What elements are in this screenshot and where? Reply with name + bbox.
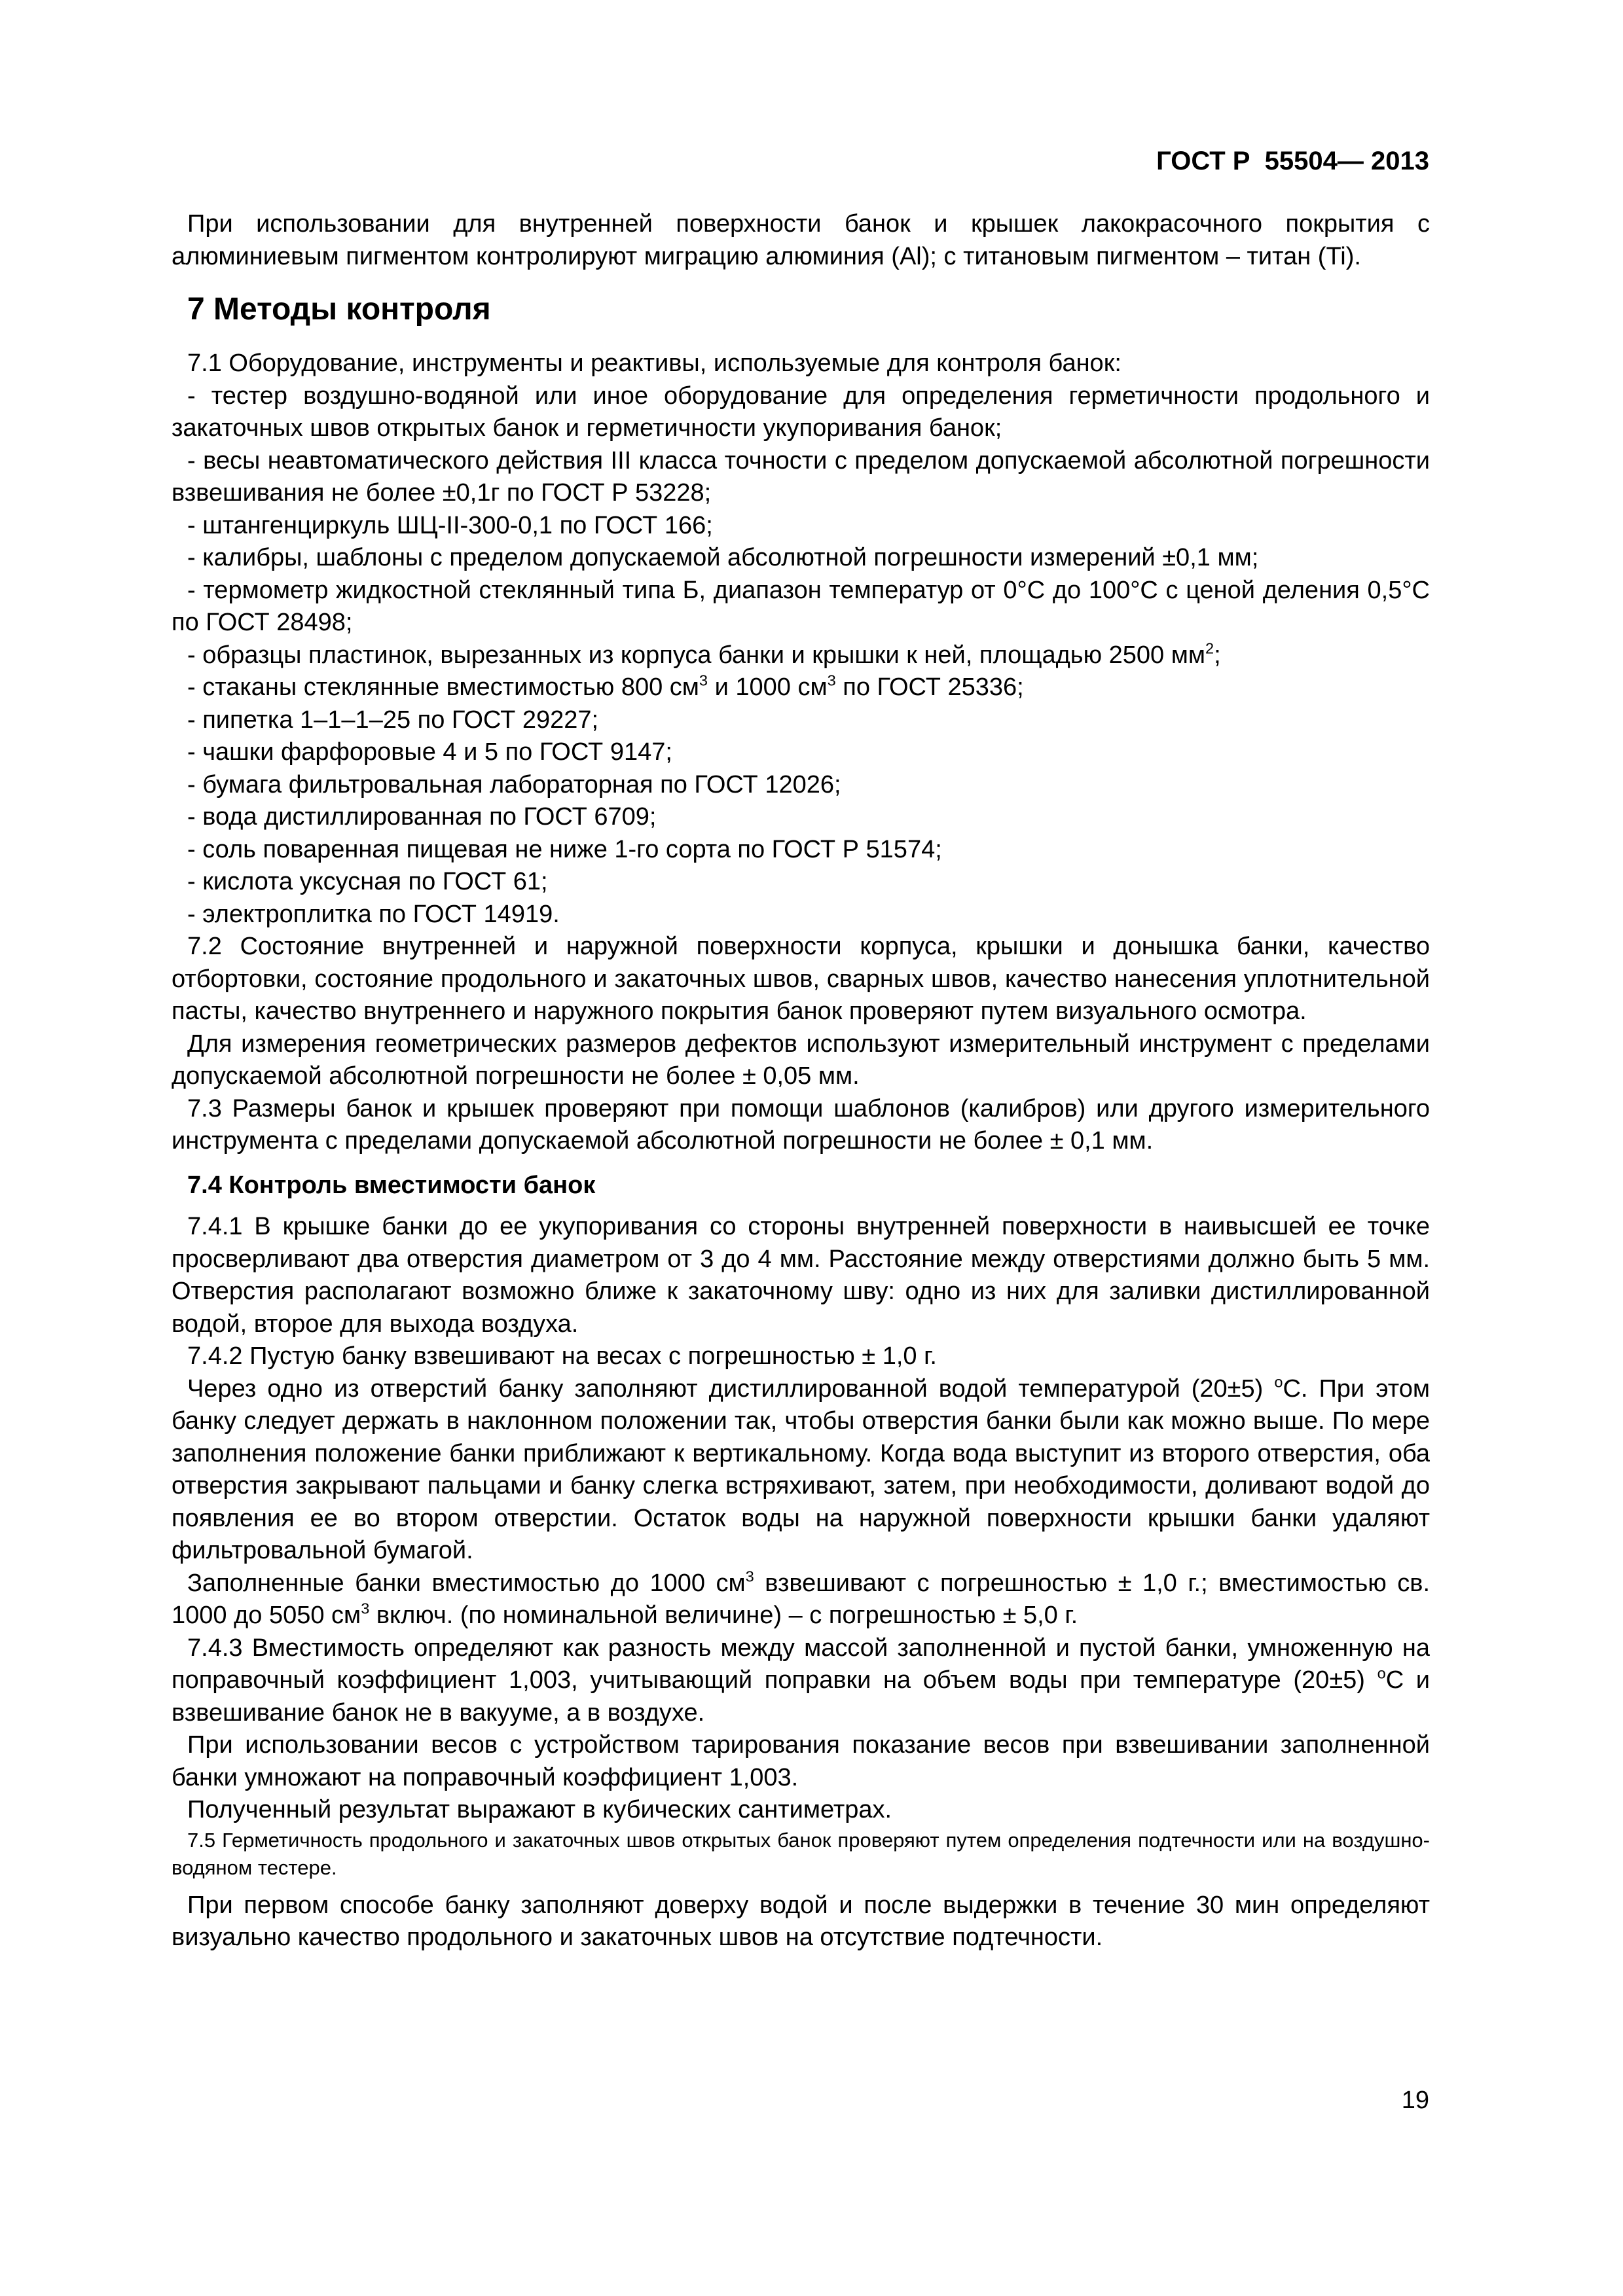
filling-text: Через одно из отверстий банку заполняют дистиллированной водой температурой (20±5) bbox=[187, 1374, 1275, 1403]
paragraph-weighing bbox=[172, 1568, 1430, 1632]
degree-superscript: о bbox=[1274, 1372, 1283, 1390]
equipment-item-salt: - соль поваренная пищевая не ниже 1-го сорта по ГОСТ Р 51574; bbox=[187, 835, 942, 863]
paragraph-7-5: 7.5 Герметичность продольного и закаточных швов открытых банок проверяют путем определения подтечности или на воздушно-водяном тестере. bbox=[172, 1828, 1430, 1879]
paragraph-7-1: 7.1 Оборудование, инструменты и реактивы, используемые для контроля банок: bbox=[187, 350, 1122, 377]
intro-paragraph: При использовании для внутренней поверхности банок и крышек лакокрасочного покрытия с алюминиевым пигментом контролируют миграцию алюминия (Al); с титановым пигментом – титан (Ti). bbox=[172, 210, 1430, 270]
equipment-item-glasses bbox=[172, 672, 1430, 704]
samples-text: - образцы пластинок, вырезанных из корпуса банки и крышки к ней, площадью 2500 мм bbox=[187, 641, 1205, 669]
paragraph-7-2: 7.2 Состояние внутренней и наружной поверхности корпуса, крышки и донышка банки, качество отбортовки, состояние продольного и закаточных швов, сварных швов, качество нанесения уплотнительной пасты, качество внутреннего и наружного покрытия банок проверяют путем визуального осмотра. bbox=[172, 933, 1430, 1025]
equipment-item-scales: - весы неавтоматического действия III класса точности с пределом допускаемой абсолютной погрешности взвешивания не более ±0,1г по ГОСТ Р 53228; bbox=[172, 446, 1430, 507]
glasses-text: - стаканы стеклянные вместимостью 800 см bbox=[187, 673, 699, 701]
glasses-text-end: по ГОСТ 25336; bbox=[835, 673, 1024, 701]
equipment-item-acid: - кислота уксусная по ГОСТ 61; bbox=[187, 868, 548, 895]
weighing-text: Заполненные банки вместимостью до 1000 см bbox=[187, 1569, 746, 1597]
capacity-text: 7.4.3 Вместимость определяют как разность между массой заполненной и пустой банки, умноженную на поправочный коэффициент 1,003, учитывающий поправки на объем воды при температуре (20±5) bbox=[172, 1634, 1430, 1694]
capacity-text-end: С и взвешивание банок не в вакууме, а в воздухе. bbox=[172, 1666, 1430, 1727]
paragraph-7-4-2: 7.4.2 Пустую банку взвешивают на весах с погрешностью ± 1,0 г. bbox=[187, 1342, 937, 1370]
equipment-item-thermometer: - термометр жидкостной стеклянный типа Б, диапазон температур от 0°С до 100°С с ценой деления 0,5°С по ГОСТ 28498; bbox=[172, 576, 1430, 636]
capacity-degree-superscript: о bbox=[1377, 1664, 1386, 1682]
glasses-superscript-2: 3 bbox=[827, 672, 836, 689]
paragraph-7-4-3 bbox=[172, 1632, 1430, 1730]
paragraph-filling bbox=[172, 1373, 1430, 1568]
paragraph-tare: При использовании весов с устройством тарирования показание весов при взвешивании заполненной банки умножают на поправочный коэффициент 1,003. bbox=[172, 1731, 1430, 1791]
equipment-item-cups: - чашки фарфоровые 4 и 5 по ГОСТ 9147; bbox=[187, 738, 672, 766]
paragraph-first-method: При первом способе банку заполняют доверху водой и после выдержки в течение 30 мин определяют визуально качество продольного и закаточных швов на отсутствие подтечности. bbox=[172, 1891, 1430, 1951]
equipment-item-gauges: - калибры, шаблоны с пределом допускаемой абсолютной погрешности измерений ±0,1 мм; bbox=[187, 544, 1259, 571]
equipment-item-stove: - электроплитка по ГОСТ 14919. bbox=[187, 900, 560, 928]
equipment-item-tester: - тестер воздушно-водяной или иное оборудование для определения герметичности продольного и закаточных швов открытых банок и герметичности укупоривания банок; bbox=[172, 382, 1430, 442]
weighing-superscript-2: 3 bbox=[361, 1600, 370, 1617]
equipment-item-samples bbox=[172, 639, 1430, 672]
subsection-heading: 7.4 Контроль вместимости банок bbox=[187, 1171, 596, 1199]
equipment-item-water: - вода дистиллированная по ГОСТ 6709; bbox=[187, 803, 657, 831]
weighing-text-end: включ. (по номинальной величине) – с погрешностью ± 5,0 г. bbox=[369, 1602, 1078, 1629]
paragraph-result: Полученный результат выражают в кубических сантиметрах. bbox=[187, 1796, 892, 1823]
weighing-superscript: 3 bbox=[745, 1567, 754, 1585]
page-content bbox=[172, 208, 1430, 1954]
document-code: ГОСТ Р 55504— 2013 bbox=[1156, 147, 1429, 175]
paragraph-7-3: 7.3 Размеры банок и крышек проверяют при помощи шаблонов (калибров) или другого измерительного инструмента с пределами допускаемой абсолютной погрешности не более ± 0,1 мм. bbox=[172, 1094, 1430, 1155]
samples-text-end: ; bbox=[1214, 641, 1221, 669]
section-heading: 7 Методы контроля bbox=[187, 292, 491, 327]
equipment-item-filter-paper: - бумага фильтровальная лабораторная по ГОСТ 12026; bbox=[187, 770, 841, 798]
equipment-item-pipette: - пипетка 1–1–1–25 по ГОСТ 29227; bbox=[187, 706, 599, 734]
page-number: 19 bbox=[1401, 2087, 1429, 2114]
filling-text-end: С. При этом банку следует держать в наклонном положении так, чтобы отверстия банки были как можно выше. По мере заполнения положение банки приближают к вертикальному. Когда вода выступит из второго отверстия, оба отверстия закрывают пальцами и банку слегка встряхивают, затем, при необходимости, доливают водой до появления ее во втором отверстии. Остаток воды на наружной поверхности крышки банки удаляют фильтровальной бумагой. bbox=[172, 1374, 1430, 1564]
paragraph-defects: Для измерения геометрических размеров дефектов используют измерительный инструмент с пределами допускаемой абсолютной погрешности не более ± 0,05 мм. bbox=[172, 1030, 1430, 1090]
equipment-item-caliper: - штангенциркуль ШЦ-II-300-0,1 по ГОСТ 166; bbox=[187, 511, 713, 539]
paragraph-7-4-1: 7.4.1 В крышке банки до ее укупоривания со стороны внутренней поверхности в наивысшей ее точке просверливают два отверстия диаметром от 3 до 4 мм. Расстояние между отверстиями должно быть 5 мм. Отверстия располагают возможно ближе к закаточному шву: одно из них для заливки дистиллированной водой, второе для выхода воздуха. bbox=[172, 1213, 1430, 1338]
glasses-text-mid: и 1000 см bbox=[708, 673, 828, 701]
weighing-text-mid: взвешивают с погрешностью ± 1,0 г.; вместимостью св. 1000 до 5050 см bbox=[172, 1569, 1431, 1629]
samples-superscript: 2 bbox=[1205, 639, 1214, 656]
glasses-superscript: 3 bbox=[699, 672, 708, 689]
